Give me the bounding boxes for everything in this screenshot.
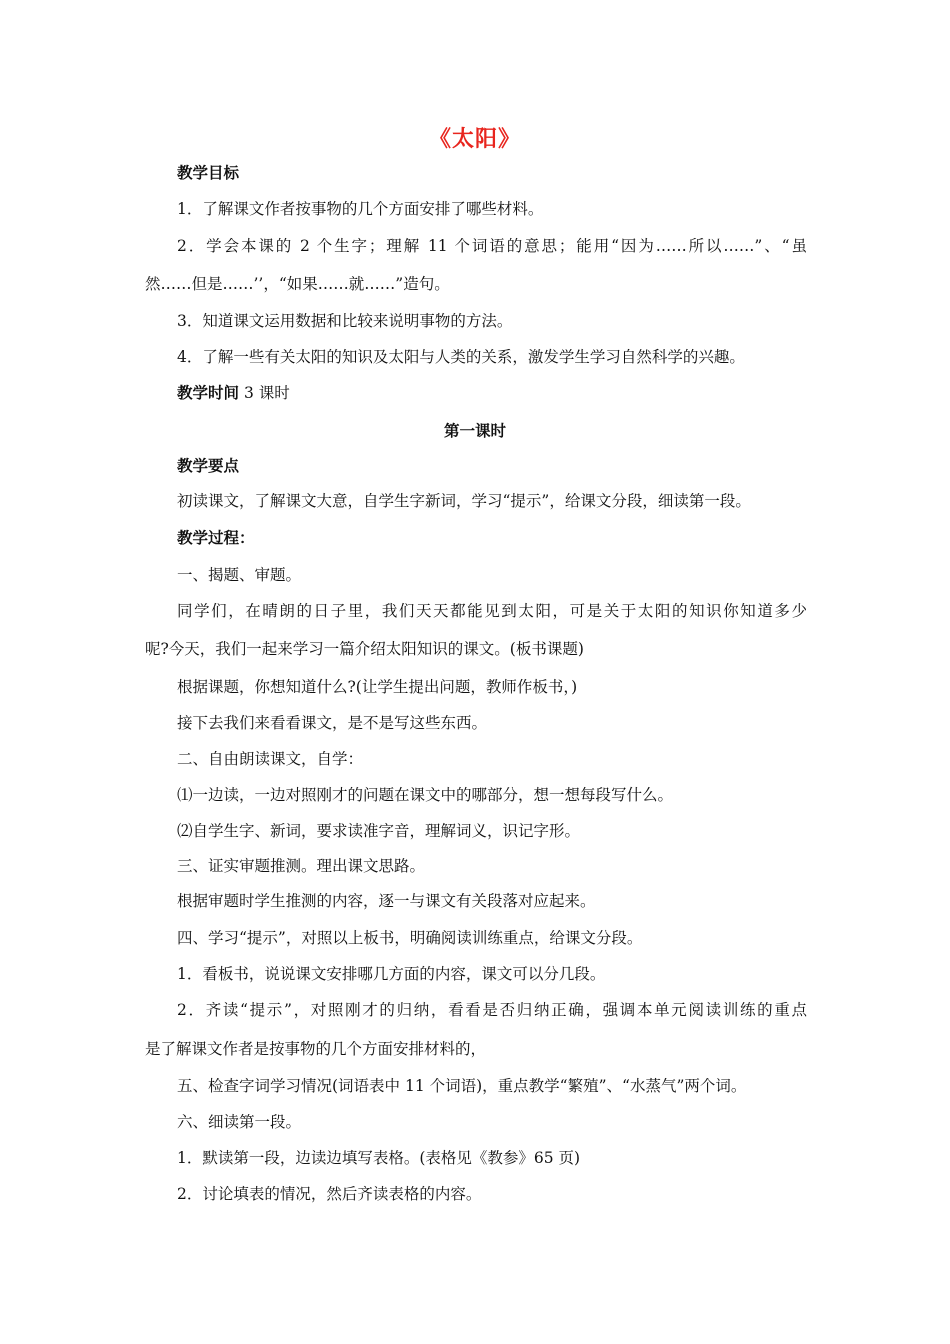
process-step-6: 六、细读第一段。 [177,1113,302,1131]
teaching-time-value: 3 课时 [239,384,290,402]
key-points-heading: 教学要点 [177,457,240,475]
process-sub-item-continued: 是了解课文作者是按事物的几个方面安排材料的， [145,1040,487,1058]
process-paragraph: 根据审题时学生推测的内容，逐一与课文有关段落对应起来。 [177,892,596,910]
process-step-5: 五、检查字词学习情况(词语表中 11 个词语)，重点教学“繁殖”、“水蒸气”两个词。 [177,1077,747,1095]
goal-item-2: 2．学会本课的 2 个生字；理解 11 个词语的意思；能用“因为……所以……”、“虽 [177,237,807,255]
process-sub-item: ⑴一边读，一边对照刚才的问题在课文中的哪部分，想一想每段写什么。 [177,786,674,804]
process-heading: 教学过程： [177,529,255,547]
goal-item-3: 3．知道课文运用数据和比较来说明事物的方法。 [177,312,513,330]
process-sub-item: 2．齐读“提示”，对照刚才的归纳，看看是否归纳正确，强调本单元阅读训练的重点 [177,1001,807,1019]
process-paragraph: 接下去我们来看看课文，是不是写这些东西。 [177,714,488,732]
goal-item-1: 1．了解课文作者按事物的几个方面安排了哪些材料。 [177,200,544,218]
teaching-time [177,382,290,404]
key-points-text: 初读课文，了解课文大意，自学生字新词，学习“提示”，给课文分段，细读第一段。 [177,492,751,510]
goal-item-2-continued: 然……但是……’’，“如果……就……”造句。 [145,275,450,293]
process-sub-item: ⑵自学生字、新词，要求读准字音，理解词义，识记字形。 [177,822,581,840]
goals-heading: 教学目标 [177,164,240,182]
process-paragraph-continued: 呢?今天，我们一起来学习一篇介绍太阳知识的课文。(板书课题) [145,640,584,658]
process-step-2: 二、自由朗读课文，自学： [177,750,364,768]
process-step-1: 一、揭题、审题。 [177,566,302,584]
document-title: 《太阳》 [428,127,521,152]
process-sub-item: 1．默读第一段，边读边填写表格。(表格见《教参》65 页) [177,1149,581,1167]
lesson-heading: 第一课时 [443,422,506,440]
process-paragraph: 同学们，在晴朗的日子里，我们天天都能见到太阳，可是关于太阳的知识你知道多少 [177,602,807,620]
process-sub-item: 1．看板书，说说课文安排哪几方面的内容，课文可以分几段。 [177,965,606,983]
teaching-time-label: 教学时间 [177,384,240,402]
process-step-3: 三、证实审题推测。理出课文思路。 [177,857,426,875]
process-sub-item: 2．讨论填表的情况，然后齐读表格的内容。 [177,1185,482,1203]
goal-item-4: 4．了解一些有关太阳的知识及太阳与人类的关系，激发学生学习自然科学的兴趣。 [177,348,745,366]
process-paragraph: 根据课题，你想知道什么?(让学生提出问题，教师作板书，) [177,678,578,696]
process-step-4: 四、学习“提示”，对照以上板书，明确阅读训练重点，给课文分段。 [177,929,643,947]
